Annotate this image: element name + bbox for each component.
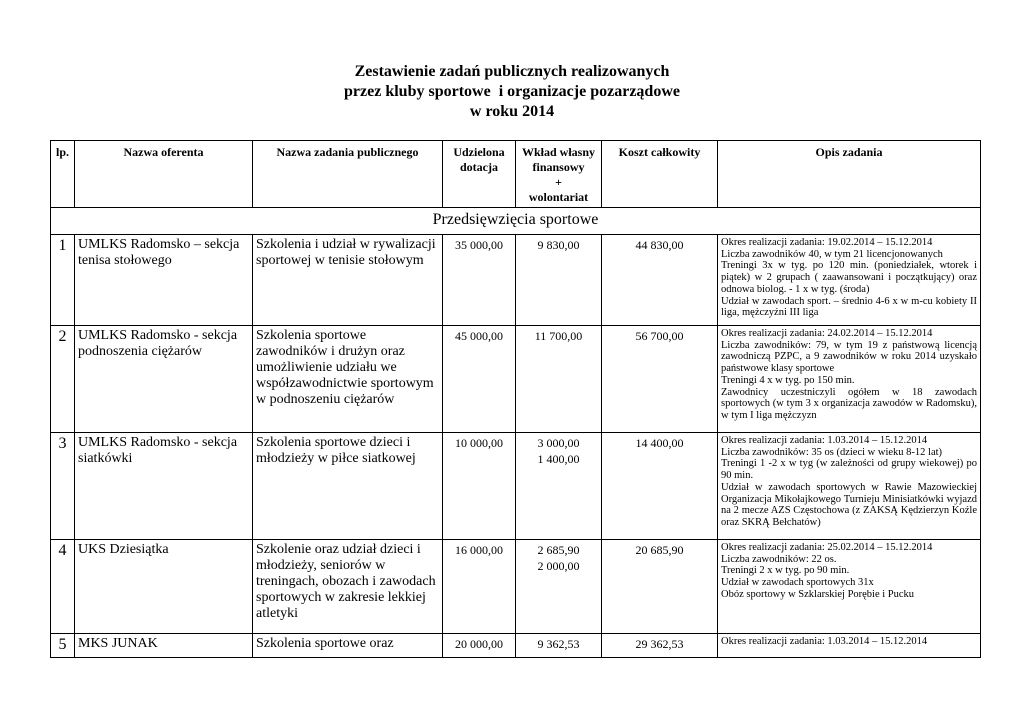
row-number: 2 (51, 326, 75, 433)
desc-line: Liczba zawodników: 35 os (dzieci w wieku 8-12 lat) (721, 446, 943, 458)
document-title (0, 62, 1024, 122)
grant-amount: 16 000,00 (443, 540, 516, 634)
task-description (718, 235, 981, 326)
desc-line: Okres realizacji zadania: 19.02.2014 – 15.12.2014 (721, 237, 933, 248)
offeror-name: UMLKS Radomsko – sekcja tenisa stołowego (75, 235, 253, 326)
desc-line: Okres realizacji zadania: 1.03.2014 – 15.12.2014 (721, 636, 928, 647)
task-name: Szkolenie oraz udział dzieci i młodzieży, seniorów w treningach, obozach i zawodach sportowych w zakresie lekkiej atletyki (253, 540, 443, 634)
header-description: Opis zadania (718, 141, 981, 208)
task-name: Szkolenia sportowe oraz (253, 634, 443, 658)
grant-amount: 10 000,00 (443, 433, 516, 540)
total-cost: 20 685,90 (602, 540, 718, 634)
own-financial: 3 000,00 (537, 436, 580, 450)
header-own-contribution (516, 141, 602, 208)
tasks-table (50, 140, 981, 658)
header-row (51, 141, 981, 208)
task-description (718, 634, 981, 658)
desc-line: Okres realizacji zadania: 25.02.2014 – 15.12.2014 (721, 542, 933, 553)
total-cost: 14 400,00 (602, 433, 718, 540)
own-contribution (516, 235, 602, 326)
task-description (718, 326, 981, 433)
desc-line: Treningi 1 -2 x w tyg (w zależności od grupy wiekowej) po 90 min. (721, 458, 977, 482)
desc-line: Liczba zawodników 40, w tym 21 licencjonowanych (721, 248, 943, 260)
offeror-name: UMLKS Radomsko - sekcja podnoszenia ciężarów (75, 326, 253, 433)
own-contribution (516, 326, 602, 433)
desc-line: Liczba zawodników: 79, w tym 19 z państwową licencją zawodniczą PZPC, a 9 zawodników w roku 2014 uzyskało państwowe klasy sportowe (721, 339, 977, 375)
task-description (718, 433, 981, 540)
task-name: Szkolenia i udział w rywalizacji sportowej w tenisie stołowym (253, 235, 443, 326)
desc-line: Udział w zawodach sport. – średnio 4-6 x w m-cu kobiety II liga, mężczyźni III liga (721, 295, 977, 319)
table-row (51, 540, 981, 634)
desc-line: Zawodnicy uczestniczyli ogółem w 18 zawodach sportowych (w tym 3 x organizacja zawodów w Radomsku), w tym I liga mężczyzn (721, 386, 977, 421)
own-financial: 11 700,00 (534, 329, 583, 343)
desc-line: Udział w zawodach sportowych w Rawie Mazowieckiej Organizacja Mikołajkowego Turnieju Minisiatkówki wyjazd na 2 mecze AZS Częstochowa (z ZAKSĄ Kędzierzyn Koźle oraz SKRĄ Bełchatów) (721, 481, 977, 528)
desc-line: Liczba zawodników: 22 os. (721, 553, 837, 565)
desc-line: Udział w zawodach sportowych 31x (721, 577, 874, 589)
desc-line: Okres realizacji zadania: 1.03.2014 – 15.12.2014 (721, 435, 928, 446)
offeror-name: UMLKS Radomsko - sekcja siatkówki (75, 433, 253, 540)
row-number: 4 (51, 540, 75, 634)
own-volunteer: 2 000,00 (537, 559, 580, 573)
desc-line: Treningi 3x w tyg. po 120 min. (poniedziałek, wtorek i piątek) w 2 grupach ( zaawansowani i początkujący) oraz odnowa biolog. - 1 x w tyg. (środa) (721, 260, 977, 295)
own-contribution (516, 540, 602, 634)
task-description (718, 540, 981, 634)
row-number: 5 (51, 634, 75, 658)
desc-line: Treningi 4 x w tyg. po 150 min. (721, 374, 855, 386)
offeror-name: MKS JUNAK (75, 634, 253, 658)
desc-line: Obóz sportowy w Szklarskiej Porębie i Pucku (721, 588, 915, 600)
header-offeror: Nazwa oferenta (75, 141, 253, 208)
table-row (51, 433, 981, 540)
task-name: Szkolenia sportowe zawodników i drużyn oraz umożliwienie udziału we współzawodnictwie sportowym w podnoszeniu ciężarów (253, 326, 443, 433)
own-financial: 9 830,00 (537, 238, 580, 252)
grant-amount: 20 000,00 (443, 634, 516, 658)
offeror-name: UKS Dziesiątka (75, 540, 253, 634)
header-task: Nazwa zadania publicznego (253, 141, 443, 208)
table-row (51, 235, 981, 326)
title-line-1: Zestawienie zadań publicznych realizowanych (354, 63, 670, 80)
desc-line: Treningi 2 x w tyg. po 90 min. (721, 565, 850, 577)
header-own-line-4: wolontariat (528, 190, 589, 204)
header-total-cost: Koszt całkowity (602, 141, 718, 208)
table-row (51, 634, 981, 658)
header-grant: Udzielona dotacja (443, 141, 516, 208)
own-financial: 2 685,90 (537, 543, 580, 557)
own-contribution (516, 433, 602, 540)
own-contribution (516, 634, 602, 658)
total-cost: 44 830,00 (602, 235, 718, 326)
total-cost: 56 700,00 (602, 326, 718, 433)
section-title: Przedsięwzięcia sportowe (51, 208, 981, 235)
title-line-3: w roku 2014 (469, 103, 555, 120)
title-line-2: przez kluby sportowe i organizacje pozarządowe (344, 83, 680, 100)
header-own-line-1: Wkład własny (521, 145, 596, 159)
own-volunteer: 1 400,00 (537, 452, 580, 466)
grant-amount: 35 000,00 (443, 235, 516, 326)
own-financial: 9 362,53 (537, 637, 580, 651)
header-lp: lp. (51, 141, 75, 208)
header-own-line-2: finansowy (532, 160, 585, 174)
desc-line: Okres realizacji zadania: 24.02.2014 – 15.12.2014 (721, 328, 933, 339)
section-row (51, 208, 981, 235)
row-number: 1 (51, 235, 75, 326)
row-number: 3 (51, 433, 75, 540)
total-cost: 29 362,53 (602, 634, 718, 658)
table-row (51, 326, 981, 433)
task-name: Szkolenia sportowe dzieci i młodzieży w piłce siatkowej (253, 433, 443, 540)
header-own-line-3: + (555, 175, 562, 189)
grant-amount: 45 000,00 (443, 326, 516, 433)
